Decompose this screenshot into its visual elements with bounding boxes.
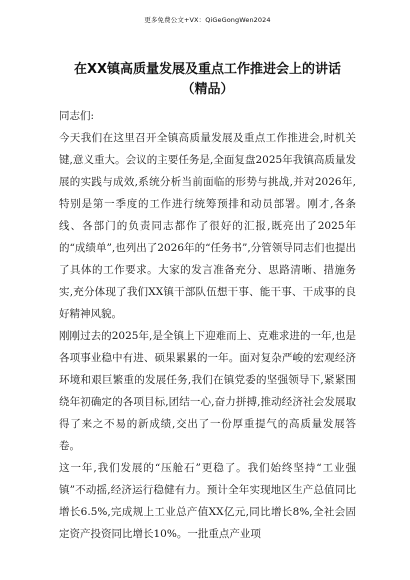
document-title: 在XX镇高质量发展及重点工作推进会上的讲话 [73,62,342,77]
paragraph-1: 今天我们在这里召开全镇高质量发展及重点工作推进会,时机关键,意义重大。会议的主要任务是,全面复盘2025年我镇高质量发展的实践与成效,系统分析当前面临的形势与挑战,并对2026年,特别是第一季度的工作进行统筹预排和动员部署。刚才,各条线、各部门的负责同志都作了很好的汇报,既亮出了2025年的“成绩单”,也列出了2026年的“任务书”,分管领导同志们也提出了具体的工作要求。大家的发言准备充分、思路清晰、措施务实,充分体现了我们XX镇干部队伍想干事、能干事、干成事的良好精神风貌。 [59,132,356,320]
salutation: 同志们: [59,110,95,122]
paragraph-3: 这一年,我们发展的“压舱石”更稳了。我们始终坚持“工业强镇”不动摇,经济运行稳健有力。预计全年实现地区生产总值同比增长6.5%,完成规上工业总产值XX亿元,同比增长8%,全社会固定资产投资同比增长10%。一批重点产业项 [59,462,356,540]
paragraph-2: 刚刚过去的2025年,是全镇上下迎难而上、克难求进的一年,也是各项事业稳中有进、硕果累累的一年。面对复杂严峻的宏观经济环境和艰巨繁重的发展任务,我们在镇党委的坚强领导下,紧紧围绕年初确定的各项目标,团结一心,奋力拼搏,推动经济社会发展取得了来之不易的新成绩,交出了一份厚重提气的高质量发展答卷。 [59,330,356,452]
document-subtitle: （精品） [181,82,234,97]
header-note: 更多免费公文+VX：QiGeGongWen2024 [144,16,271,24]
